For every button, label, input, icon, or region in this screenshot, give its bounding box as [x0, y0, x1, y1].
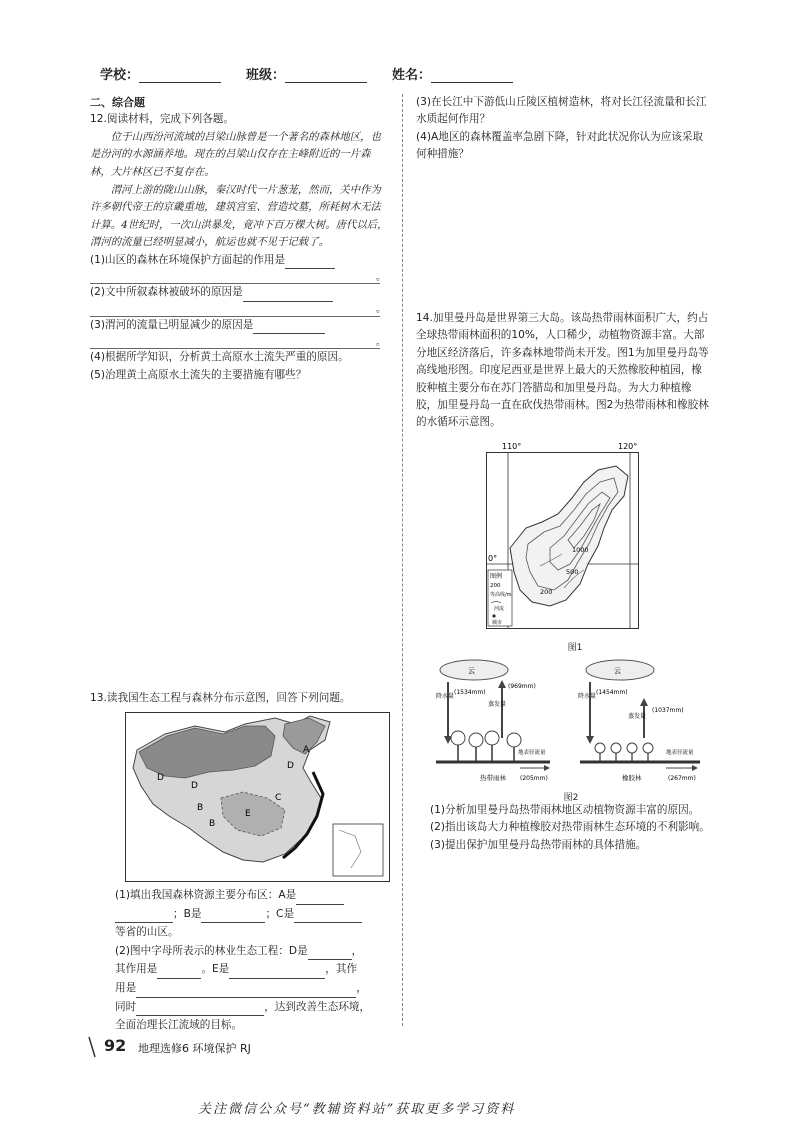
q13-sub1-text-c: ；C是 — [265, 907, 295, 920]
footer-slash-icon — [88, 1036, 96, 1058]
rb-runoff-value: (267mm) — [668, 775, 696, 782]
map-label-d3: D — [287, 761, 294, 771]
rf-rain-value: (1534mm) — [454, 689, 486, 696]
q13-sub1-line3: 等省的山区。 — [115, 926, 179, 939]
q12-sub1-answer-line[interactable]: 。 — [90, 269, 380, 284]
q13-blank-e-effect[interactable] — [136, 985, 356, 998]
q14-sub1: (1)分析加里曼丹岛热带雨林地区动植物资源丰富的原因。 — [430, 804, 700, 816]
book-title: 地理选修6 环境保护 RJ — [138, 1042, 251, 1055]
rf-evap-arrowhead — [498, 680, 506, 688]
kalimantan-contour-map — [480, 440, 660, 636]
rb-tree-crown-2 — [611, 743, 621, 753]
fig1-caption: 图1 — [567, 643, 583, 653]
left-column — [90, 94, 388, 384]
rb-evap-arrowhead — [640, 698, 648, 706]
q12-sub2-blank[interactable] — [243, 289, 333, 302]
q13-blank-c[interactable] — [294, 910, 362, 923]
map-label-a: A — [303, 745, 310, 755]
rb-label: 橡胶林 — [622, 774, 642, 782]
rf-evap-label: 蒸发量 — [488, 701, 507, 708]
rf-tree-crown-4 — [507, 733, 521, 747]
legend-river: 河流 — [494, 606, 505, 612]
fig2-caption: 图2 — [563, 793, 579, 803]
rf-runoff-arrowhead — [544, 765, 550, 771]
legend-city-icon — [492, 614, 495, 617]
q13-sub2-line1 — [115, 942, 397, 961]
q14-stem-block — [416, 310, 712, 432]
label-1000: 1000 — [572, 546, 589, 554]
q12-stem: 12.阅读材料，完成下列各题。 — [90, 113, 234, 126]
map-label-d2: D — [191, 781, 198, 791]
q13-sub1-text-a: (1)填出我国森林资源主要分布区：A是 — [115, 889, 297, 901]
class-field — [246, 64, 367, 83]
q13-sub3: (3)在长江中下游低山丘陵区植树造林，将对长江径流量和长江水质起何作用？ — [416, 96, 707, 126]
school-label: 学校： — [100, 68, 140, 83]
q12-passage-2: 渭河上游的陇山山脉，秦汉时代一片葱茏，然而，关中作为许多朝代帝王的京畿重地，建筑宫室、营造坟墓，所耗树木无法计算。4世纪时，一次山洪暴发，竟冲下百万棵大树。唐代以后，渭河的流量已经明显减小，航运也就不见于记载了。 — [90, 183, 388, 249]
q12-sub4: (4)根据所学知识，分析黄土高原水土流失严重的原因。 — [90, 351, 349, 364]
q13-blank-a[interactable] — [296, 892, 344, 905]
legend-contour: 等高线/m — [490, 592, 512, 598]
rf-tree-crown-1 — [451, 731, 465, 745]
q12-passage-1: 位于山西汾河流域的吕梁山脉曾是一个著名的森林地区，也是汾河的水源涵养地。现在的吕梁山仅存在主峰附近的一片森林，大片林区已不复存在。 — [90, 130, 381, 178]
q12-sub2 — [90, 284, 388, 301]
china-forest-map — [125, 712, 390, 882]
rb-rain-arrowhead — [586, 736, 594, 744]
q13-sub2-text-f: 用是 — [115, 981, 137, 994]
q13-sub2-text-a: (2)图中字母所表示的林业生态工程：D是 — [115, 944, 308, 957]
q12-sub1-text: (1)山区的森林在环境保护方面起的作用是 — [90, 253, 286, 266]
q13-blank-d-effect[interactable] — [157, 966, 201, 979]
q13-sub2-text-h: 同时 — [115, 1000, 137, 1013]
map-label-b1: B — [197, 803, 204, 813]
q12-sub3-text: (3)渭河的流量已明显减少的原因是 — [90, 318, 254, 331]
rb-rain-label: 降水量 — [578, 693, 597, 700]
q13-sub4: (4)A地区的森林覆盖率急剧下降，针对此状况你认为应该采取何种措施？ — [416, 130, 704, 161]
rf-runoff-label: 地表径流量 — [518, 750, 546, 756]
south-sea-inset — [333, 824, 383, 876]
rb-tree-crown-4 — [643, 743, 653, 753]
q13-stem: 13.读我国生态工程与森林分布示意图，回答下列问题。 — [90, 692, 351, 704]
q13-sub2-text-d: 。E是 — [201, 963, 230, 976]
section-title: 二、综合题 — [90, 96, 145, 109]
name-blank[interactable] — [431, 69, 513, 83]
rf-cloud-label: 云 — [468, 667, 475, 675]
rf-label: 热带雨林 — [480, 774, 506, 782]
q14-questions — [430, 802, 712, 854]
q12-sub5: (5)治理黄土高原水土流失的主要措施有哪些？ — [90, 368, 307, 381]
rb-evap-value: (1037mm) — [652, 707, 684, 714]
q12-sub3 — [90, 317, 388, 334]
q13-sub2-line4 — [115, 998, 397, 1017]
q13-blank-e-effect-2[interactable] — [136, 1003, 264, 1016]
q12-sub2-text: (2)文中所叙森林被破坏的原因是 — [90, 286, 243, 299]
label-equator: 0° — [488, 554, 498, 563]
rb-runoff-label: 地表径流量 — [666, 750, 694, 756]
legend-title: 图例 — [490, 573, 503, 580]
rf-rain-label: 降水量 — [436, 693, 455, 700]
label-200: 200 — [540, 588, 553, 596]
q13-blank-b[interactable] — [201, 910, 265, 923]
name-label: 姓名： — [392, 68, 432, 83]
rb-runoff-arrowhead — [692, 765, 698, 771]
rf-tree-crown-2 — [469, 733, 483, 747]
legend-contour-value: 200 — [490, 583, 501, 589]
q13-blank-a-cont[interactable] — [115, 910, 173, 923]
q12-sub3-answer-line[interactable]: 。 — [90, 334, 380, 349]
q14-sub2: (2)指出该岛大力种植橡胶对热带雨林生态环境的不利影响。 — [430, 821, 710, 834]
bottom-note: 关注微信公众号“教辅资料站”获取更多学习资料 — [198, 1102, 516, 1117]
rb-tree-crown-1 — [595, 743, 605, 753]
q14-sub3: (3)提出保护加里曼丹岛热带雨林的具体措施。 — [430, 838, 647, 851]
class-blank[interactable] — [285, 69, 367, 83]
rf-evap-value: (969mm) — [508, 683, 536, 690]
q13-sub2-line2 — [115, 960, 397, 979]
q13-sub2-text-i: ，达到改善生态环境， — [264, 1000, 371, 1013]
map-label-e: E — [245, 809, 251, 819]
right-top-questions — [416, 94, 712, 164]
q13-sub1-line1 — [115, 886, 397, 905]
map-label-d1: D — [157, 773, 164, 783]
q12-sub1-blank[interactable] — [285, 256, 335, 269]
q13-sub2-line3 — [115, 979, 397, 998]
name-field — [392, 64, 513, 83]
q13-questions — [115, 886, 397, 1035]
q13-sub1-text-b: ；B是 — [173, 907, 202, 920]
q12-sub2-answer-line[interactable]: 。 — [90, 302, 380, 317]
q12-sub3-blank[interactable] — [253, 321, 325, 334]
map-label-c: C — [275, 793, 282, 803]
rb-evap-label: 蒸发量 — [628, 713, 647, 720]
school-field — [100, 64, 221, 83]
rb-cloud-label: 云 — [614, 667, 621, 675]
class-label: 班级： — [246, 68, 286, 83]
page-number: 92 — [104, 1036, 127, 1055]
rb-rain-value: (1454mm) — [596, 689, 628, 696]
label-110: 110° — [502, 442, 522, 451]
rb-tree-crown-3 — [627, 743, 637, 753]
q13-stem-block — [90, 690, 390, 707]
q14-stem: 14.加里曼丹岛是世界第三大岛。该岛热带雨林面积广大，约占全球热带雨林面积的10%，人口稀少，动植物资源丰富。大部分地区经济落后，许多森林地带尚未开发。图1为加里曼丹岛等高线地形图。印度尼西亚是世界上最大的天然橡胶种植园，橡胶种植主要分布在苏门答腊岛和加里曼丹岛。为大力种植橡胶，加里曼丹岛一直在砍伐热带雨林。图2为热带雨林和橡胶林的水循环示意图。 — [416, 312, 709, 429]
q13-sub1-line2 — [115, 905, 397, 924]
map-label-b2: B — [209, 819, 216, 829]
q12-sub1 — [90, 252, 388, 269]
q13-sub2-text-g: ， — [356, 981, 367, 994]
q13-sub2-line5: 全面治理长江流域的目标。 — [115, 1019, 243, 1032]
rf-tree-crown-3 — [485, 731, 499, 745]
q13-blank-d[interactable] — [308, 947, 352, 960]
q13-sub2-text-c: 其作用是 — [115, 963, 158, 976]
water-cycle-diagram — [430, 658, 720, 790]
legend-city: 城市 — [492, 620, 503, 626]
school-blank[interactable] — [139, 69, 221, 83]
q13-sub2-text-e: ，其作 — [325, 963, 358, 976]
q13-blank-e[interactable] — [229, 966, 325, 979]
rf-runoff-value: (205mm) — [520, 775, 548, 782]
q13-sub2-text-b: ， — [351, 944, 363, 957]
label-120: 120° — [618, 442, 638, 451]
label-500: 500 — [566, 568, 579, 576]
column-divider — [402, 94, 403, 1026]
